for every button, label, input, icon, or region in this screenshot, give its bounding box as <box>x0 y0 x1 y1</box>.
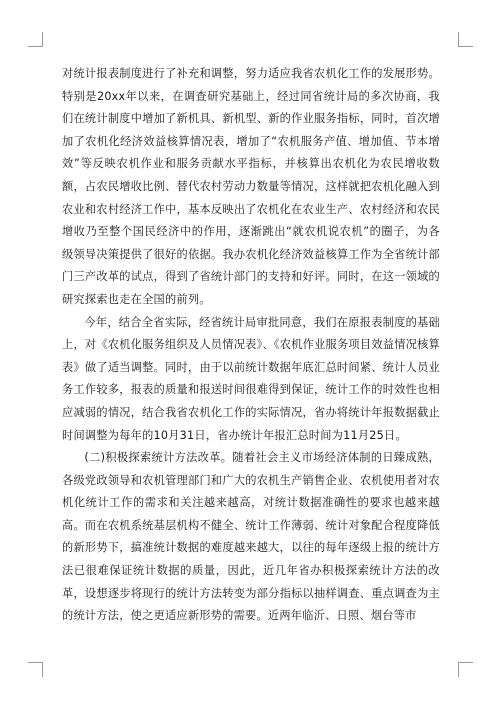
crop-mark-top-left <box>28 32 43 47</box>
document-body <box>62 63 440 628</box>
crop-mark-bottom-right <box>458 662 473 677</box>
paragraph-1: 对统计报表制度进行了补充和调整，努力适应我省农机化工作的发展形势。特别是20xx年以来，在调查研究基础上，经过同省统计局的多次协商，我们在统计制度中增加了新机具、新机型、新的作业服务指标，同时，首次增加了农机化经济效益核算情况表，增加了“农机服务产值、增加值、节本增效”等反映农机作业和服务贡献水平指标，并核算出农机化为农民增收数额，占农民增收比例、替代农村劳动力数量等情况，这样就把农机化融入到农业和农村经济工作中，基本反映出了农机化在农业生产、农村经济和农民增收乃至整个国民经济中的作用，逐渐跳出“就农机说农机”的圈子，为各级领导决策提供了很好的依据。我办农机化经济效益核算工作为全省统计部门三产改革的试点，得到了省统计部门的支持和好评。同时，在这一领域的研究探索也走在全国的前列。 <box>62 67 440 306</box>
paragraph-3: (二)积极探索统计方法改革。随着社会主义市场经济体制的日臻成熟，各级党政领导和农机管理部门和广大的农机生产销售企业、农机使用者对农机化统计工作的需求和关注越来越高，对统计数据准确性的要求也越来越高。而在农机系统基层机构不健全、统计工作薄弱、统计对象配合程度降低的新形势下，搞准统计数据的难度越来越大，以往的每年逐级上报的统计方法已很难保证统计数据的质量，因此，近几年省办积极探索统计方法的改革，设想逐步将现行的统计方法转变为部分指标以抽样调查、重点调查为主的统计方法，使之更适应新形势的需要。近两年临沂、日照、烟台等市 <box>62 451 440 623</box>
paragraph-2: 今年，结合全省实际，经省统计局审批同意，我们在原报表制度的基础上，对《农机化服务组织及人员情况表》、《农机作业服务项目效益情况核算表》做了适当调整。同时，由于以前统计数据年底汇总时间紧、统计人员业务工作较多，报表的质量和报送时间很难得到保证，统计工作的时效性也相应减弱的情况，结合我省农机化工作的实际情况，省办将统计年报数据截止时间调整为每年的10月31日，省办统计年报汇总时间为11月25日。 <box>62 315 440 442</box>
crop-mark-bottom-left <box>28 662 43 677</box>
crop-mark-top-right <box>458 32 473 47</box>
